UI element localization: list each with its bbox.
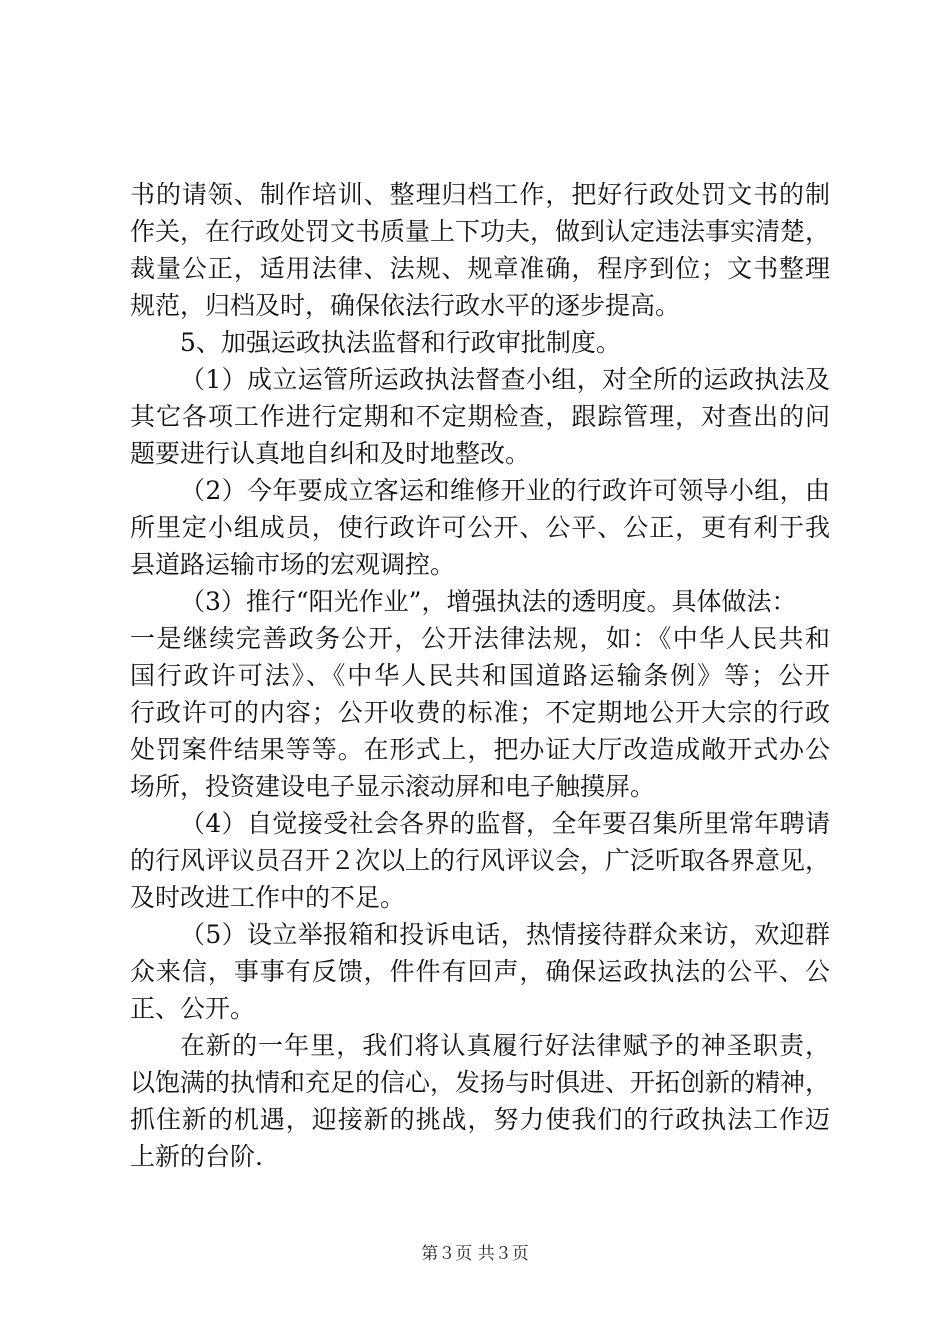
page-number-footer: 第３页 共３页 [421, 1244, 529, 1264]
body-line: 行政许可的内容；公开收费的标准；不定期地公开大宗的行政 [130, 698, 830, 727]
body-line: （4）自觉接受社会各界的监督，全年要召集所里常年聘请 [180, 809, 830, 838]
body-line: 一是继续完善政务公开，公开法律法规，如：《中华人民共和 [130, 624, 830, 653]
body-line: 众来信，事事有反馈，件件有回声，确保运政执法的公平、公 [130, 957, 830, 986]
body-line: 国行政许可法》、《中华人民共和国道路运输条例》等；公开 [130, 661, 830, 690]
document-body [130, 176, 830, 1175]
body-line: 抓住新的机遇，迎接新的挑战，努力使我们的行政执法工作迈 [130, 1105, 830, 1134]
body-line: 场所，投资建设电子显示滚动屏和电子触摸屏。 [130, 772, 656, 801]
body-line: 在新的一年里，我们将认真履行好法律赋予的神圣职责， [180, 1031, 830, 1060]
body-line: 处罚案件结果等等。在形式上，把办证大厅改造成敞开式办公 [130, 735, 830, 764]
body-line: （1）成立运管所运政执法督查小组，对全所的运政执法及 [180, 365, 830, 394]
body-line: 及时改进工作中的不足。 [130, 883, 406, 912]
body-line: 书的请领、制作培训、整理归档工作，把好行政处罚文书的制 [130, 180, 830, 209]
body-line: 所里定小组成员，使行政许可公开、公平、公正，更有利于我 [130, 513, 830, 542]
body-line: 题要进行认真地自纠和及时地整改。 [130, 439, 531, 468]
body-line: 的行风评议员召开２次以上的行风评议会，广泛听取各界意见， [130, 846, 831, 875]
body-line: （3）推行“阳光作业”，增强执法的透明度。具体做法： [180, 587, 797, 616]
section-heading: 5、加强运政执法监督和行政审批制度。 [180, 328, 621, 357]
body-line: （2）今年要成立客运和维修开业的行政许可领导小组，由 [180, 476, 830, 505]
body-line: 裁量公正，适用法律、法规、规章准确，程序到位；文书整理 [130, 254, 830, 283]
body-line: 规范，归档及时，确保依法行政水平的逐步提高。 [130, 291, 681, 320]
body-line: 其它各项工作进行定期和不定期检查，跟踪管理，对查出的问 [130, 402, 830, 431]
body-line: 以饱满的执情和充足的信心，发扬与时俱进、开拓创新的精神， [130, 1068, 831, 1097]
body-line: 正、公开。 [130, 994, 256, 1023]
body-line: （5）设立举报箱和投诉电话，热情接待群众来访，欢迎群 [180, 920, 830, 949]
body-line: 作关，在行政处罚文书质量上下功夫，做到认定违法事实清楚， [130, 217, 831, 246]
body-line: 县道路运输市场的宏观调控。 [130, 550, 456, 579]
body-line: 上新的台阶. [130, 1142, 263, 1171]
